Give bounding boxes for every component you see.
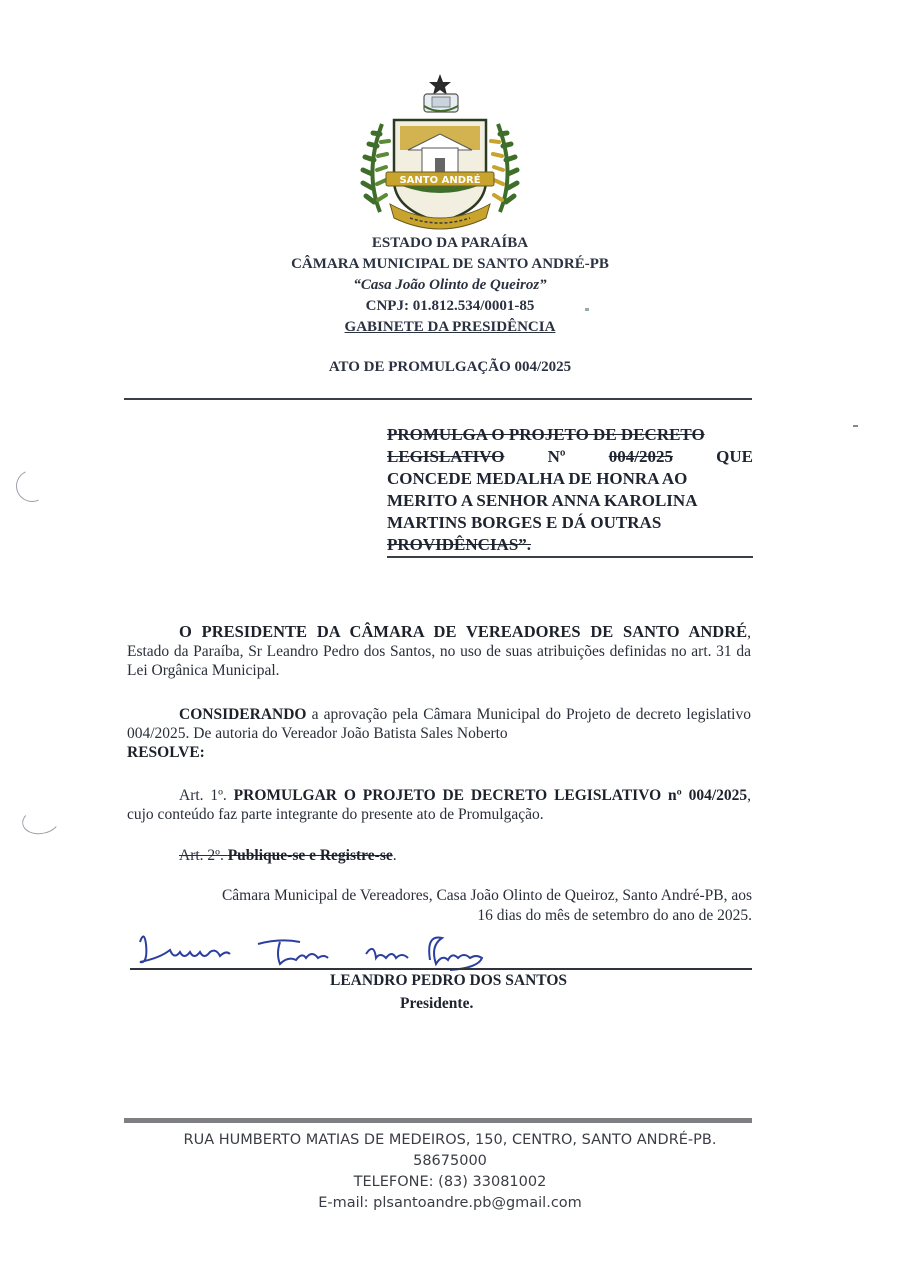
scan-speck xyxy=(585,308,589,311)
footer-email: E-mail: plsantoandre.pb@gmail.com xyxy=(318,1195,582,1211)
article-1-bold: PROMULGAR O PROJETO DE DECRETO LEGISLATIVO nº 004/2025 xyxy=(233,787,748,804)
ementa-line xyxy=(387,446,753,468)
office-name: GABINETE DA PRESIDÊNCIA xyxy=(344,319,556,335)
scan-mark xyxy=(20,805,62,837)
ementa-line: MERITO A SENHOR ANNA KAROLINA xyxy=(387,491,698,510)
act-title: ATO DE PROMULGAÇÃO 004/2025 xyxy=(328,359,572,375)
signer-role: Presidente. xyxy=(400,995,474,1012)
president-title: O PRESIDENTE DA CÂMARA DE VEREADORES DE SANTO ANDRÉ xyxy=(179,622,748,641)
ementa-word: 004/2025 xyxy=(608,447,673,466)
article-2-end: . xyxy=(392,847,397,864)
ementa-word: LEGISLATIVO xyxy=(387,447,505,466)
resolve-text: RESOLVE: xyxy=(127,744,205,761)
closing-line-1: Câmara Municipal de Vereadores, Casa João Olinto de Queiroz, Santo André-PB, aos xyxy=(221,887,752,904)
footer-cep: 58675000 xyxy=(413,1153,487,1169)
scan-mark xyxy=(11,465,52,506)
ementa-line: PROVIDÊNCIAS”. xyxy=(387,535,532,554)
ementa-word: QUE xyxy=(716,447,753,466)
ementa-divider xyxy=(387,556,753,558)
article-2-label: Art. 2º. xyxy=(179,847,228,864)
ementa-line xyxy=(387,512,753,534)
article-1 xyxy=(127,786,751,824)
article-1-text: , cujo conteúdo faz parte integrante do presente ato de Promulgação. xyxy=(127,787,752,823)
ementa-line: CONCEDE MEDALHA DE HONRA AO xyxy=(387,469,688,488)
considering-label: CONSIDERANDO xyxy=(179,706,307,723)
municipal-crest xyxy=(360,72,520,234)
closing-line-2: 16 dias do mês de setembro do ano de 2025. xyxy=(477,907,752,924)
article-1-label: Art. 1º. xyxy=(179,787,234,804)
signature-line xyxy=(130,968,752,970)
cnpj: CNPJ: 01.812.534/0001-85 xyxy=(365,298,535,314)
considering-paragraph xyxy=(127,705,751,743)
ementa-word: Nº xyxy=(547,447,566,466)
svg-text:SANTO ANDRÉ: SANTO ANDRÉ xyxy=(399,175,481,186)
resolve-label xyxy=(127,743,751,762)
article-2 xyxy=(127,846,751,865)
preamble-text: , Estado da Paraíba, Sr Leandro Pedro dos Santos, no uso de suas atribuições definidas no art. 31 da Lei Orgânica Municipal. xyxy=(127,624,751,679)
considering-text: a aprovação pela Câmara Municipal do Projeto de decreto legislativo 004/2025. De autoria do Vereador João Batista Sales Noberto xyxy=(127,706,751,742)
article-2-bold: Publique-se e Registre-se xyxy=(227,847,393,864)
footer-address: RUA HUMBERTO MATIAS DE MEDEIROS, 150, CENTRO, SANTO ANDRÉ-PB. xyxy=(183,1132,717,1148)
ementa xyxy=(387,424,753,556)
house-name: “Casa João Olinto de Queiroz” xyxy=(353,277,547,293)
handwritten-signature xyxy=(130,924,530,974)
footer-divider xyxy=(124,1118,752,1123)
scan-speck xyxy=(853,425,858,427)
header-divider xyxy=(124,398,752,400)
preamble-paragraph xyxy=(127,622,751,680)
footer-phone: TELEFONE: (83) 33081002 xyxy=(353,1174,547,1190)
signer-name: LEANDRO PEDRO DOS SANTOS xyxy=(330,972,567,989)
chamber-name: CÂMARA MUNICIPAL DE SANTO ANDRÉ-PB xyxy=(291,256,609,272)
ementa-text: MARTINS BORGES E DÁ OUTRAS xyxy=(387,513,662,532)
state-name: ESTADO DA PARAÍBA xyxy=(371,235,529,251)
ementa-line: PROMULGA O PROJETO DE DECRETO xyxy=(387,425,705,444)
